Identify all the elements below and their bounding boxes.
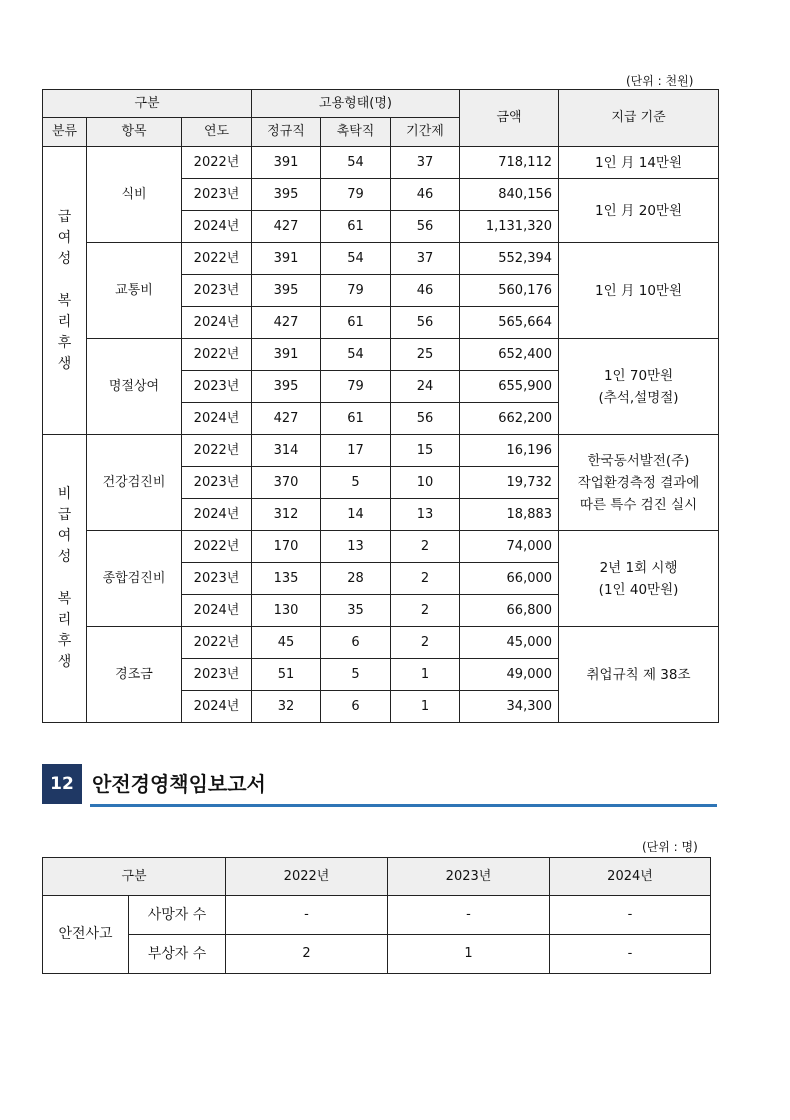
year-cell: 2023년 <box>182 563 252 595</box>
regular-cell: 170 <box>252 531 321 563</box>
year-cell: 2024년 <box>182 307 252 339</box>
contract-cell: 61 <box>321 211 391 243</box>
temporary-cell: 10 <box>391 467 460 499</box>
table-row <box>43 896 711 935</box>
section-underline <box>90 804 717 807</box>
item-transport: 교통비 <box>87 243 182 339</box>
header-temporary: 기간제 <box>391 118 460 147</box>
amount-cell: 49,000 <box>460 659 559 691</box>
item-comprehensive-checkup: 종합검진비 <box>87 531 182 627</box>
amount-cell: 560,176 <box>460 275 559 307</box>
regular-cell: 391 <box>252 339 321 371</box>
amount-cell: 66,000 <box>460 563 559 595</box>
contract-cell: 14 <box>321 499 391 531</box>
table-row <box>43 935 711 974</box>
table-row <box>43 147 719 179</box>
regular-cell: 427 <box>252 211 321 243</box>
year-cell: 2022년 <box>182 243 252 275</box>
contract-cell: 28 <box>321 563 391 595</box>
contract-cell: 54 <box>321 339 391 371</box>
header-2023: 2023년 <box>388 858 550 896</box>
year-cell: 2024년 <box>182 403 252 435</box>
regular-cell: 370 <box>252 467 321 499</box>
criteria-comprehensive-checkup: 2년 1회 시행 (1인 40만원) <box>559 531 719 627</box>
amount-cell: 45,000 <box>460 627 559 659</box>
contract-cell: 79 <box>321 275 391 307</box>
contract-cell: 54 <box>321 243 391 275</box>
temporary-cell: 46 <box>391 275 460 307</box>
item-congratulatory-allowance: 경조금 <box>87 627 182 723</box>
unit-label-table2: (단위 : 명) <box>642 840 698 854</box>
amount-cell: 662,200 <box>460 403 559 435</box>
table-row <box>43 627 719 659</box>
temporary-cell: 37 <box>391 147 460 179</box>
temporary-cell: 46 <box>391 179 460 211</box>
regular-cell: 135 <box>252 563 321 595</box>
header-category: 분류 <box>43 118 87 147</box>
temporary-cell: 56 <box>391 403 460 435</box>
contract-cell: 79 <box>321 371 391 403</box>
temporary-cell: 2 <box>391 627 460 659</box>
regular-cell: 395 <box>252 371 321 403</box>
temporary-cell: 37 <box>391 243 460 275</box>
year-cell: 2023년 <box>182 659 252 691</box>
row-label-deaths: 사망자 수 <box>129 896 226 935</box>
category-cell-nonsalary-welfare: 비 급 여 성 복 리 후 생 <box>43 435 87 723</box>
regular-cell: 51 <box>252 659 321 691</box>
header-criteria: 지급 기준 <box>559 90 719 147</box>
temporary-cell: 15 <box>391 435 460 467</box>
header-gubun: 구분 <box>43 90 252 118</box>
criteria-transport: 1인 月 10만원 <box>559 243 719 339</box>
temporary-cell: 2 <box>391 531 460 563</box>
temporary-cell: 13 <box>391 499 460 531</box>
amount-cell: 1,131,320 <box>460 211 559 243</box>
item-holiday-bonus: 명절상여 <box>87 339 182 435</box>
year-cell: 2022년 <box>182 435 252 467</box>
temporary-cell: 56 <box>391 307 460 339</box>
amount-cell: 552,394 <box>460 243 559 275</box>
table-row <box>43 531 719 563</box>
regular-cell: 391 <box>252 243 321 275</box>
section-title: 안전경영책임보고서 <box>92 772 266 796</box>
section-header <box>42 764 717 808</box>
year-cell: 2022년 <box>182 627 252 659</box>
amount-cell: 652,400 <box>460 339 559 371</box>
amount-cell: 74,000 <box>460 531 559 563</box>
header-year: 연도 <box>182 118 252 147</box>
item-meal: 식비 <box>87 147 182 243</box>
contract-cell: 13 <box>321 531 391 563</box>
contract-cell: 5 <box>321 467 391 499</box>
year-cell: 2022년 <box>182 147 252 179</box>
header-contract: 촉탁직 <box>321 118 391 147</box>
welfare-table <box>42 89 719 723</box>
header-employment: 고용형태(명) <box>252 90 460 118</box>
value-cell: - <box>550 896 711 935</box>
value-cell: 2 <box>226 935 388 974</box>
contract-cell: 6 <box>321 627 391 659</box>
year-cell: 2024년 <box>182 499 252 531</box>
value-cell: 1 <box>388 935 550 974</box>
contract-cell: 79 <box>321 179 391 211</box>
criteria-holiday-bonus: 1인 70만원 (추석,설명절) <box>559 339 719 435</box>
table-row <box>43 339 719 371</box>
amount-cell: 840,156 <box>460 179 559 211</box>
value-cell: - <box>388 896 550 935</box>
regular-cell: 32 <box>252 691 321 723</box>
header-amount: 금액 <box>460 90 559 147</box>
contract-cell: 6 <box>321 691 391 723</box>
category-safety-accident: 안전사고 <box>43 896 129 974</box>
contract-cell: 17 <box>321 435 391 467</box>
temporary-cell: 1 <box>391 659 460 691</box>
regular-cell: 314 <box>252 435 321 467</box>
value-cell: - <box>550 935 711 974</box>
regular-cell: 45 <box>252 627 321 659</box>
header-2022: 2022년 <box>226 858 388 896</box>
header-gubun: 구분 <box>43 858 226 896</box>
regular-cell: 395 <box>252 179 321 211</box>
section-number-badge: 12 <box>42 764 82 804</box>
contract-cell: 61 <box>321 307 391 339</box>
item-health-checkup: 건강검진비 <box>87 435 182 531</box>
header-regular: 정규직 <box>252 118 321 147</box>
regular-cell: 391 <box>252 147 321 179</box>
temporary-cell: 2 <box>391 595 460 627</box>
regular-cell: 427 <box>252 307 321 339</box>
contract-cell: 61 <box>321 403 391 435</box>
temporary-cell: 24 <box>391 371 460 403</box>
amount-cell: 19,732 <box>460 467 559 499</box>
amount-cell: 16,196 <box>460 435 559 467</box>
header-item: 항목 <box>87 118 182 147</box>
temporary-cell: 2 <box>391 563 460 595</box>
year-cell: 2023년 <box>182 275 252 307</box>
safety-table <box>42 857 711 974</box>
header-2024: 2024년 <box>550 858 711 896</box>
year-cell: 2023년 <box>182 179 252 211</box>
year-cell: 2023년 <box>182 467 252 499</box>
year-cell: 2024년 <box>182 595 252 627</box>
contract-cell: 54 <box>321 147 391 179</box>
amount-cell: 718,112 <box>460 147 559 179</box>
contract-cell: 35 <box>321 595 391 627</box>
temporary-cell: 1 <box>391 691 460 723</box>
row-label-injuries: 부상자 수 <box>129 935 226 974</box>
year-cell: 2022년 <box>182 531 252 563</box>
year-cell: 2024년 <box>182 211 252 243</box>
contract-cell: 5 <box>321 659 391 691</box>
temporary-cell: 56 <box>391 211 460 243</box>
table-row <box>43 435 719 467</box>
criteria-health-checkup: 한국동서발전(주) 작업환경측정 결과에 따른 특수 검진 실시 <box>559 435 719 531</box>
regular-cell: 312 <box>252 499 321 531</box>
table-row <box>43 243 719 275</box>
regular-cell: 130 <box>252 595 321 627</box>
regular-cell: 395 <box>252 275 321 307</box>
amount-cell: 655,900 <box>460 371 559 403</box>
criteria-meal-2022: 1인 月 14만원 <box>559 147 719 179</box>
amount-cell: 34,300 <box>460 691 559 723</box>
year-cell: 2024년 <box>182 691 252 723</box>
amount-cell: 66,800 <box>460 595 559 627</box>
unit-label-table1: (단위 : 천원) <box>626 74 694 88</box>
year-cell: 2022년 <box>182 339 252 371</box>
amount-cell: 565,664 <box>460 307 559 339</box>
category-cell-salary-welfare: 급 여 성 복 리 후 생 <box>43 147 87 435</box>
criteria-congratulatory-allowance: 취업규칙 제 38조 <box>559 627 719 723</box>
criteria-meal-2023: 1인 月 20만원 <box>559 179 719 243</box>
amount-cell: 18,883 <box>460 499 559 531</box>
year-cell: 2023년 <box>182 371 252 403</box>
value-cell: - <box>226 896 388 935</box>
regular-cell: 427 <box>252 403 321 435</box>
temporary-cell: 25 <box>391 339 460 371</box>
